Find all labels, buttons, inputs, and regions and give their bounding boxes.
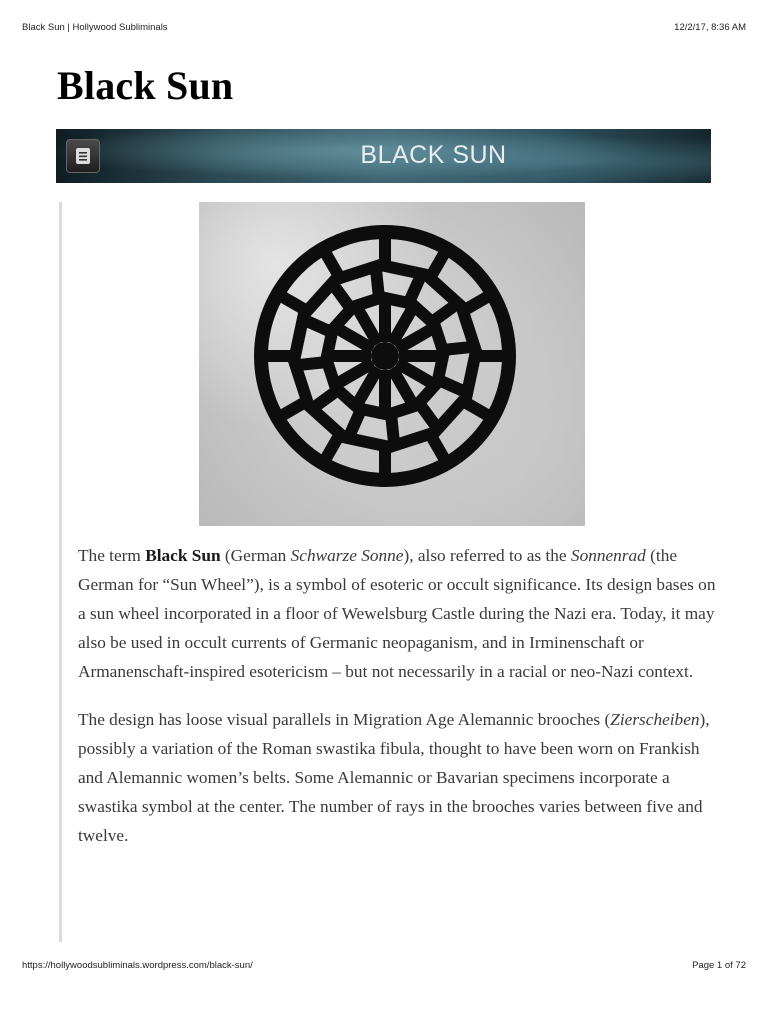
site-banner bbox=[56, 129, 711, 183]
print-header-timestamp: 12/2/17, 8:36 AM bbox=[674, 22, 746, 33]
term-italic: Schwarze Sonne bbox=[290, 546, 404, 565]
print-header bbox=[22, 22, 746, 33]
page-title: Black Sun bbox=[57, 63, 234, 108]
print-header-title: Black Sun | Hollywood Subliminals bbox=[22, 22, 168, 33]
article-body bbox=[78, 541, 718, 869]
page-url: https://hollywoodsubliminals.wordpress.com/black-sun/ bbox=[22, 960, 253, 971]
page-number: Page 1 of 72 bbox=[692, 960, 746, 971]
article-paragraph: The design has loose visual parallels in Migration Age Alemannic brooches (Zierscheiben), possibly a variation of the Roman swastika fibula, thought to have been worn on Frankish and Alemannic women’s belts. Some Alemannic or Bavarian specimens incorporate a swastika symbol at the center. The number of rays in the brooches varies between five and twelve. bbox=[78, 710, 710, 845]
term-italic: Zierscheiben bbox=[610, 710, 700, 729]
article-paragraph: The term Black Sun (German Schwarze Sonne), also referred to as the Sonnenrad (the German for “Sun Wheel”), is a symbol of esoteric or occult significance. Its design bases on a sun wheel incorporated in a floor of Wewelsburg Castle during the Nazi era. Today, it may also be used in occult currents of Germanic neopaganism, and in Irminenschaft or Armanenschaft-inspired esotericism – but not necessarily in a racial or neo-Nazi context. bbox=[78, 546, 716, 681]
term-italic: Sonnenrad bbox=[570, 546, 646, 565]
print-footer bbox=[22, 960, 746, 971]
banner-title: BLACK SUN bbox=[360, 141, 507, 169]
term-bold: Black Sun bbox=[145, 546, 221, 565]
black-sun-symbol-icon bbox=[199, 202, 585, 526]
hero-image bbox=[199, 202, 585, 526]
content-divider bbox=[59, 202, 62, 942]
